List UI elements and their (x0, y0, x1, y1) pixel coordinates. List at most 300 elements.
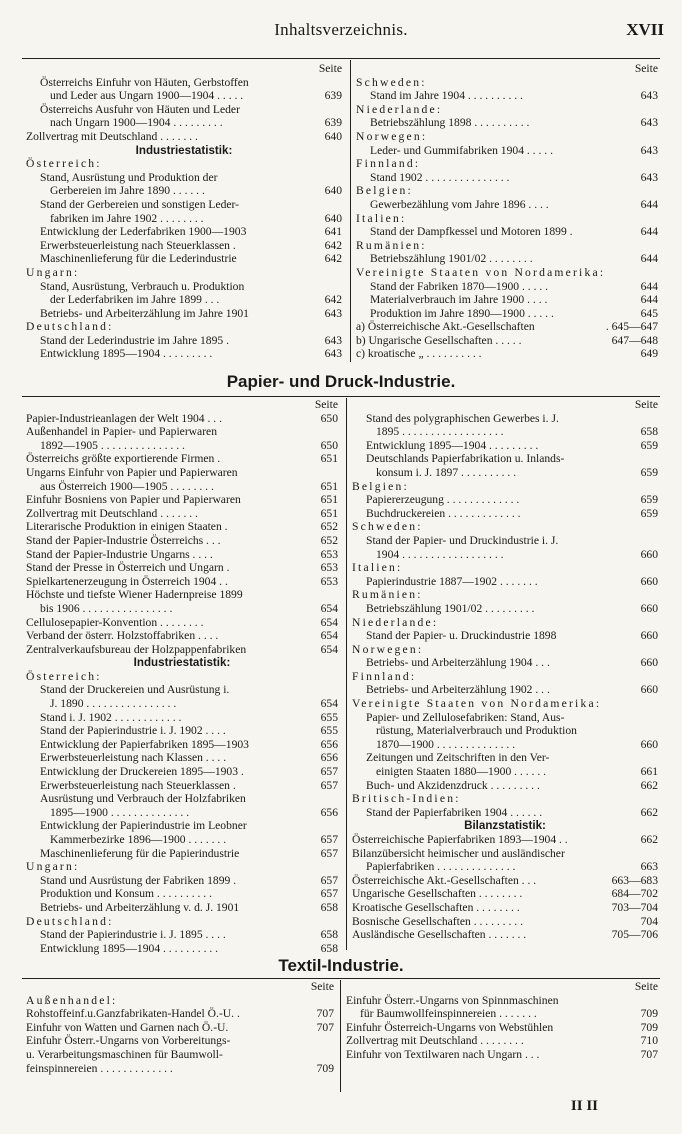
index-entry (356, 334, 658, 348)
country-heading (356, 266, 658, 280)
page-number: 658 (640, 425, 658, 439)
entry-text: Entwicklung der Lederfabriken 1900—1903 (40, 225, 247, 239)
entry-text: Ungarn: (26, 860, 80, 874)
entry-text: Österreichs Ausfuhr von Häuten und Leder (40, 102, 240, 116)
entry-text: Stand i. J. 1902 . . . . . . . . . . . . (40, 710, 182, 724)
entry-text: Deutschland: (26, 320, 114, 334)
page-number: 662 (640, 778, 658, 792)
entry-text: Einfuhr von Textilwaren nach Ungarn . . . (346, 1047, 540, 1061)
index-entry (26, 874, 338, 888)
entry-text: Spielkartenerzeugung in Österreich 1904 . . (26, 574, 228, 588)
country-heading (352, 643, 658, 657)
index-entry (26, 779, 338, 793)
page-number: 658 (320, 900, 338, 914)
index-entry (26, 116, 342, 130)
entry-text: einigten Staaten 1880—1900 . . . . . . (376, 765, 547, 779)
index-entry (26, 942, 338, 956)
index-entry (26, 724, 338, 738)
entry-text: Österreichische Papierfabriken 1893—1904 . . (352, 833, 568, 846)
entry-text: Entwicklung 1895—1904 . . . . . . . . . . (40, 941, 219, 955)
entry-text: Buch- und Akzidenzdruck . . . . . . . . . (366, 778, 540, 792)
index-entry (26, 575, 338, 589)
entry-text: Stand der Lederindustrie im Jahre 1895 . (40, 333, 229, 347)
page-number: 641 (324, 225, 342, 239)
page-number: 658 (320, 928, 338, 942)
seite-label: Seite (634, 980, 658, 993)
index-entry (26, 520, 338, 534)
index-entry (352, 738, 658, 752)
entry-text: Österreich: (26, 157, 102, 171)
entry-text: Betriebs- und Arbeiterzählung 1902 . . . (366, 683, 550, 697)
entry-text: 1895—1900 . . . . . . . . . . . . . . (50, 805, 190, 819)
entry-text: Entwicklung 1895—1904 . . . . . . . . . (40, 347, 213, 361)
entry-text: Zollvertrag mit Deutschland . . . . . . . (26, 129, 198, 143)
page-number: 643 (640, 143, 658, 157)
page-number: 703—704 (611, 900, 658, 914)
index-entry (26, 1034, 334, 1048)
index-entry (26, 833, 338, 847)
page-number: 639 (324, 89, 342, 103)
index-entry (352, 779, 658, 793)
page-number: 642 (324, 252, 342, 266)
entry-text: Papierindustrie 1887—1902 . . . . . . . (366, 574, 538, 588)
page-number: 661 (640, 765, 658, 779)
page-number: 647—648 (611, 333, 658, 347)
page-number: 653 (320, 547, 338, 561)
entry-text: Ungarische Gesellschaften . . . . . . . . (352, 887, 523, 901)
entry-text: Betriebszählung 1898 . . . . . . . . . . (370, 116, 530, 130)
entry-text: Zollvertrag mit Deutschland . . . . . . . (26, 506, 198, 520)
entry-text: Einfuhr Bosniens von Papier und Papierwaren (26, 493, 241, 507)
index-entry (26, 493, 338, 507)
page-number: 652 (320, 533, 338, 547)
entry-text: Belgien: (352, 479, 409, 493)
index-entry (26, 225, 342, 239)
index-entry (352, 629, 658, 643)
page-number: 660 (640, 629, 658, 643)
leather-right-column (356, 62, 658, 361)
index-entry (26, 212, 342, 226)
index-entry (352, 507, 658, 521)
entry-text: Papier-Industrieanlagen der Welt 1904 . . . (26, 411, 222, 425)
index-entry (352, 860, 658, 874)
index-entry (26, 425, 338, 439)
entry-text: Stand der Papier-Industrie Ungarns . . . . (26, 547, 213, 561)
entry-text: Bilanzstatistik: (464, 819, 546, 833)
index-entry (26, 1062, 334, 1076)
entry-text: Stand der Dampfkessel und Motoren 1899 . (370, 225, 573, 239)
column-divider-leather (350, 60, 351, 362)
page-number: 659 (640, 506, 658, 520)
page-number: 709 (640, 1007, 658, 1021)
page-number: 643 (640, 89, 658, 103)
index-entry (352, 534, 658, 548)
column-divider-textile (340, 980, 341, 1092)
entry-text: b) Ungarische Gesellschaften . . . . . (356, 333, 522, 347)
index-entry (26, 1048, 334, 1062)
page-number: 657 (320, 873, 338, 887)
index-entry (352, 724, 658, 738)
entry-text: Ausrüstung und Verbrauch der Holzfabriken (40, 792, 246, 806)
index-entry (26, 171, 342, 185)
index-entry (352, 493, 658, 507)
index-entry (26, 629, 338, 643)
country-heading (26, 320, 342, 334)
signature-mark: II II (570, 1098, 598, 1114)
page-number: 660 (640, 601, 658, 615)
page-number: 651 (320, 479, 338, 493)
page-number: . 645—647 (605, 320, 658, 334)
country-heading (352, 480, 658, 494)
page-number: 651 (320, 493, 338, 507)
entry-text: Entwicklung 1895—1904 . . . . . . . . . (366, 438, 539, 452)
index-entry (26, 534, 338, 548)
entry-text: aus Österreich 1900—1905 . . . . . . . . (40, 479, 214, 493)
page-number: 662 (640, 833, 658, 846)
page-number: 643 (640, 170, 658, 184)
entry-text: Stand der Papierindustrie i. J. 1902 . . . . (40, 724, 226, 738)
index-entry (26, 198, 342, 212)
entry-text: 1904 . . . . . . . . . . . . . . . . . . (376, 547, 504, 561)
index-entry (26, 507, 338, 521)
page-number: 651 (320, 452, 338, 466)
index-entry (346, 1021, 658, 1035)
page-number: 663—683 (611, 873, 658, 887)
page-number: 643 (324, 306, 342, 320)
entry-text: Deutschland: (26, 914, 114, 928)
entry-text: Einfuhr Österreich-Ungarns von Webstühlen (346, 1020, 554, 1034)
index-entry (356, 144, 658, 158)
country-heading (26, 266, 342, 280)
page-number: 651 (320, 506, 338, 520)
entry-text: Rumänien: (352, 588, 423, 602)
entry-text: Industriestatistik: (135, 143, 233, 157)
section-title-textile: Textil-Industrie. (278, 956, 404, 975)
page-number: 660 (640, 683, 658, 697)
seite-label: Seite (634, 62, 658, 75)
page-number: 660 (640, 656, 658, 670)
entry-text: Stand, Ausrüstung und Produktion der (40, 170, 218, 184)
index-entry (356, 116, 658, 130)
entry-text: J. 1890 . . . . . . . . . . . . . . . . (50, 697, 177, 711)
page-number: 684—702 (611, 887, 658, 901)
index-entry (26, 751, 338, 765)
index-entry (352, 765, 658, 779)
entry-text: Zeitungen und Zeitschriften in den Ver- (366, 751, 550, 765)
page-number: 707 (640, 1047, 658, 1061)
index-entry (352, 751, 658, 765)
rule-leather-top (22, 58, 660, 59)
index-entry (26, 847, 338, 861)
entry-text: u. Verarbeitungsmaschinen für Baumwoll- (26, 1047, 223, 1061)
page-number: 644 (640, 293, 658, 307)
seite-label: Seite (310, 980, 334, 993)
country-heading (26, 860, 338, 874)
entry-text: Entwicklung der Druckereien 1895—1903 . (40, 765, 244, 779)
index-entry (356, 293, 658, 307)
page-number: 660 (640, 574, 658, 588)
index-entry (26, 738, 338, 752)
index-entry (352, 452, 658, 466)
page-number: 662 (640, 805, 658, 819)
entry-text: Einfuhr Österr.-Ungarns von Spinnmaschinen (346, 993, 559, 1007)
index-entry (26, 616, 338, 630)
entry-text: Deutschlands Papierfabrikation u. Inlands- (366, 452, 565, 466)
index-entry (352, 711, 658, 725)
entry-text: und Leder aus Ungarn 1900—1904 . . . . . (50, 89, 244, 103)
index-entry (352, 602, 658, 616)
index-entry (352, 425, 658, 439)
entry-text: 1895 . . . . . . . . . . . . . . . . . . (376, 425, 504, 439)
country-heading (352, 697, 658, 711)
entry-text: Bosnische Gesellschaften . . . . . . . . . (352, 914, 523, 928)
rule-textile-top (22, 978, 660, 979)
entry-text: Italien: (356, 211, 407, 225)
entry-text: Stand des polygraphischen Gewerbes i. J. (366, 411, 559, 425)
subsection-heading (352, 819, 658, 833)
entry-text: Produktion im Jahre 1890—1900 . . . . . (370, 306, 554, 320)
page-number: 653 (320, 561, 338, 575)
page-number: 643 (324, 347, 342, 361)
page-number: 642 (324, 238, 342, 252)
index-entry (352, 466, 658, 480)
page-number: 644 (640, 197, 658, 211)
entry-text: Stand der Gerbereien und sonstigen Leder- (40, 197, 240, 211)
page-number: 654 (320, 629, 338, 643)
entry-text: Produktion und Konsum . . . . . . . . . . (40, 887, 212, 901)
section-title-paper: Papier- und Druck-Industrie. (226, 372, 456, 391)
entry-text: Einfuhr Österr.-Ungarns von Vorbereitungs- (26, 1034, 231, 1048)
index-entry (356, 320, 658, 334)
entry-text: Außenhandel in Papier- und Papierwaren (26, 425, 218, 439)
entry-text: Betriebs- und Arbeiterzählung im Jahre 1901 (40, 306, 249, 320)
entry-text: a) Österreichische Akt.-Gesellschaften (356, 320, 535, 334)
country-heading (356, 76, 658, 90)
index-entry (352, 874, 658, 888)
country-heading (26, 994, 334, 1008)
index-entry (356, 225, 658, 239)
entry-text: Papierfabriken . . . . . . . . . . . . . . (366, 860, 516, 874)
entry-text: rüstung, Materialverbrauch und Produktion (376, 724, 577, 738)
entry-text: Rumänien: (356, 238, 427, 252)
index-entry (352, 575, 658, 589)
index-entry (26, 548, 338, 562)
index-entry (346, 1007, 658, 1021)
page-number: 705—706 (611, 928, 658, 942)
index-entry (352, 901, 658, 915)
entry-text: Materialverbrauch im Jahre 1900 . . . . (370, 293, 548, 307)
index-entry (352, 887, 658, 901)
entry-text: Erwerbsteuerleistung nach Steuerklassen . (40, 238, 236, 252)
page-number: 640 (324, 211, 342, 225)
index-entry (26, 1007, 334, 1021)
page-number: 644 (640, 225, 658, 239)
entry-text: Stand der Papier- u. Druckindustrie 1898 (366, 629, 557, 643)
entry-text: Finnland: (352, 669, 417, 683)
page-number: 654 (320, 601, 338, 615)
entry-text: Stand der Papierfabriken 1904 . . . . . . (366, 805, 543, 819)
entry-text: konsum i. J. 1897 . . . . . . . . . . (376, 465, 517, 479)
country-heading (356, 212, 658, 226)
entry-text: Buchdruckereien . . . . . . . . . . . . . (366, 506, 521, 520)
page-number: 643 (640, 116, 658, 130)
index-entry (352, 548, 658, 562)
entry-text: Industriestatistik: (133, 656, 231, 670)
entry-text: c) kroatische „ . . . . . . . . . . (356, 347, 482, 361)
page-number: 659 (640, 438, 658, 452)
index-entry (346, 1048, 658, 1062)
entry-text: bis 1906 . . . . . . . . . . . . . . . . (40, 601, 173, 615)
index-entry (352, 656, 658, 670)
seite-label: Seite (634, 398, 658, 411)
page-number: 643 (324, 333, 342, 347)
page-number: 653 (320, 574, 338, 588)
page-numeral: XVII (626, 20, 664, 39)
entry-text: Stand der Druckereien und Ausrüstung i. (40, 683, 230, 697)
page-number: 654 (320, 642, 338, 656)
page-number: 645 (640, 306, 658, 320)
page-number: 644 (640, 279, 658, 293)
entry-text: Leder- und Gummifabriken 1904 . . . . . (370, 143, 553, 157)
entry-text: Österreichs größte exportierende Firmen . (26, 452, 221, 466)
page-number: 709 (640, 1020, 658, 1034)
index-entry (352, 833, 658, 847)
entry-text: Stand, Ausrüstung, Verbrauch u. Produktion (40, 279, 245, 293)
entry-text: Norwegen: (352, 642, 424, 656)
page-number: 650 (320, 438, 338, 452)
country-heading (352, 520, 658, 534)
index-entry (26, 765, 338, 779)
entry-text: Erwerbsteuerleistung nach Steuerklassen . (40, 778, 236, 792)
column-divider-paper (346, 398, 347, 950)
entry-text: Österreichische Akt.-Gesellschaften . . . (352, 873, 537, 887)
entry-text: Papiererzeugung . . . . . . . . . . . . . (366, 493, 520, 507)
entry-text: Betriebs- und Arbeiterzählung v. d. J. 1901 (40, 900, 240, 914)
page-number: 707 (316, 1020, 334, 1034)
entry-text: Entwicklung der Papierfabriken 1895—1903 (40, 737, 249, 751)
entry-text: Niederlande: (356, 102, 443, 116)
index-entry (352, 683, 658, 697)
index-entry (26, 103, 342, 117)
subsection-heading (26, 144, 342, 158)
page-number: 657 (320, 778, 338, 792)
entry-text: Vereinigte Staaten von Nordamerika: (352, 697, 602, 711)
index-entry (26, 806, 338, 820)
entry-text: für Baumwollfeinspinnereien . . . . . . . (360, 1007, 537, 1021)
page-number: 655 (320, 724, 338, 738)
entry-text: Erwerbsteuerleistung nach Klassen . . . . (40, 751, 227, 765)
entry-text: Kammerbezirke 1896—1900 . . . . . . . (50, 833, 227, 846)
page-number: 660 (640, 547, 658, 561)
country-heading (26, 157, 342, 171)
rule-paper-top (22, 396, 660, 397)
index-entry (26, 466, 338, 480)
country-heading (352, 792, 658, 806)
index-entry (352, 412, 658, 426)
entry-text: 1892—1905 . . . . . . . . . . . . . . . (40, 438, 185, 452)
page-header (0, 20, 682, 42)
country-heading (356, 157, 658, 171)
page-number: 649 (640, 347, 658, 361)
page-title: Inhaltsverzeichnis. (274, 20, 408, 39)
index-entry (26, 76, 342, 90)
entry-text: Stand 1902 . . . . . . . . . . . . . . . (370, 170, 510, 184)
entry-text: Höchste und tiefste Wiener Hadernpreise 1899 (26, 588, 243, 602)
page-number: 658 (320, 941, 338, 955)
index-entry (26, 293, 342, 307)
index-entry (346, 1034, 658, 1048)
page-number: 639 (324, 116, 342, 130)
entry-text: feinspinnereien . . . . . . . . . . . . . (26, 1061, 173, 1075)
entry-text: Ausländische Gesellschaften . . . . . . . (352, 928, 527, 942)
index-entry (26, 252, 342, 266)
entry-text: Niederlande: (352, 615, 439, 629)
entry-text: Stand der Papierindustrie i. J. 1895 . . . . (40, 928, 226, 942)
page-number: 660 (640, 737, 658, 751)
entry-text: Verband der österr. Holzstoffabriken . . . . (26, 629, 219, 643)
entry-text: Betriebs- und Arbeiterzählung 1904 . . . (366, 656, 550, 670)
index-entry (26, 588, 338, 602)
index-entry (26, 334, 342, 348)
entry-text: Außenhandel: (26, 993, 118, 1007)
entry-text: der Lederfabriken im Jahre 1899 . . . (50, 293, 220, 307)
entry-text: Stand der Papier- und Druckindustrie i. J. (366, 533, 559, 547)
index-entry (352, 915, 658, 929)
index-entry (26, 439, 338, 453)
seite-label: Seite (314, 398, 338, 411)
entry-text: Einfuhr von Watten und Garnen nach Ö.-U. (26, 1020, 229, 1034)
entry-text: Schweden: (352, 520, 423, 534)
index-entry (352, 928, 658, 942)
entry-text: Papier- und Zellulosefabriken: Stand, Aus- (366, 710, 565, 724)
entry-text: Kroatische Gesellschaften . . . . . . . . (352, 900, 520, 914)
entry-text: Entwicklung der Papierindustrie im Leobner (40, 819, 247, 833)
index-entry (356, 280, 658, 294)
index-entry (352, 847, 658, 861)
entry-text: Bilanzübersicht heimischer und ausländischer (352, 846, 565, 860)
page-number: 656 (320, 805, 338, 819)
index-entry (26, 184, 342, 198)
page-number: 707 (316, 1007, 334, 1021)
entry-text: Maschinenlieferung für die Lederindustrie (40, 252, 237, 266)
textile-left-column (26, 980, 334, 1075)
page-number: 657 (320, 846, 338, 860)
entry-text: 1870—1900 . . . . . . . . . . . . . . (376, 737, 516, 751)
index-entry (26, 347, 342, 361)
entry-text: Zentralverkaufsbureau der Holzpappenfabriken (26, 642, 247, 656)
country-heading (352, 670, 658, 684)
index-entry (26, 1021, 334, 1035)
index-entry (26, 452, 338, 466)
entry-text: Cellulosepapier-Konvention . . . . . . . . (26, 615, 204, 629)
entry-text: Stand der Fabriken 1870—1900 . . . . . (370, 279, 549, 293)
entry-text: Gewerbezählung vom Jahre 1896 . . . . (370, 197, 549, 211)
page-number: 659 (640, 493, 658, 507)
page-number: 663 (640, 860, 658, 874)
country-heading (356, 103, 658, 117)
page-number: 644 (640, 252, 658, 266)
country-heading (356, 239, 658, 253)
index-entry (26, 602, 338, 616)
index-entry (356, 89, 658, 103)
country-heading (352, 616, 658, 630)
entry-text: Literarische Produktion in einigen Staaten . (26, 520, 228, 534)
country-heading (356, 184, 658, 198)
entry-text: Vereinigte Staaten von Nordamerika: (356, 265, 606, 279)
index-entry (26, 239, 342, 253)
country-heading (352, 588, 658, 602)
index-entry (26, 480, 338, 494)
